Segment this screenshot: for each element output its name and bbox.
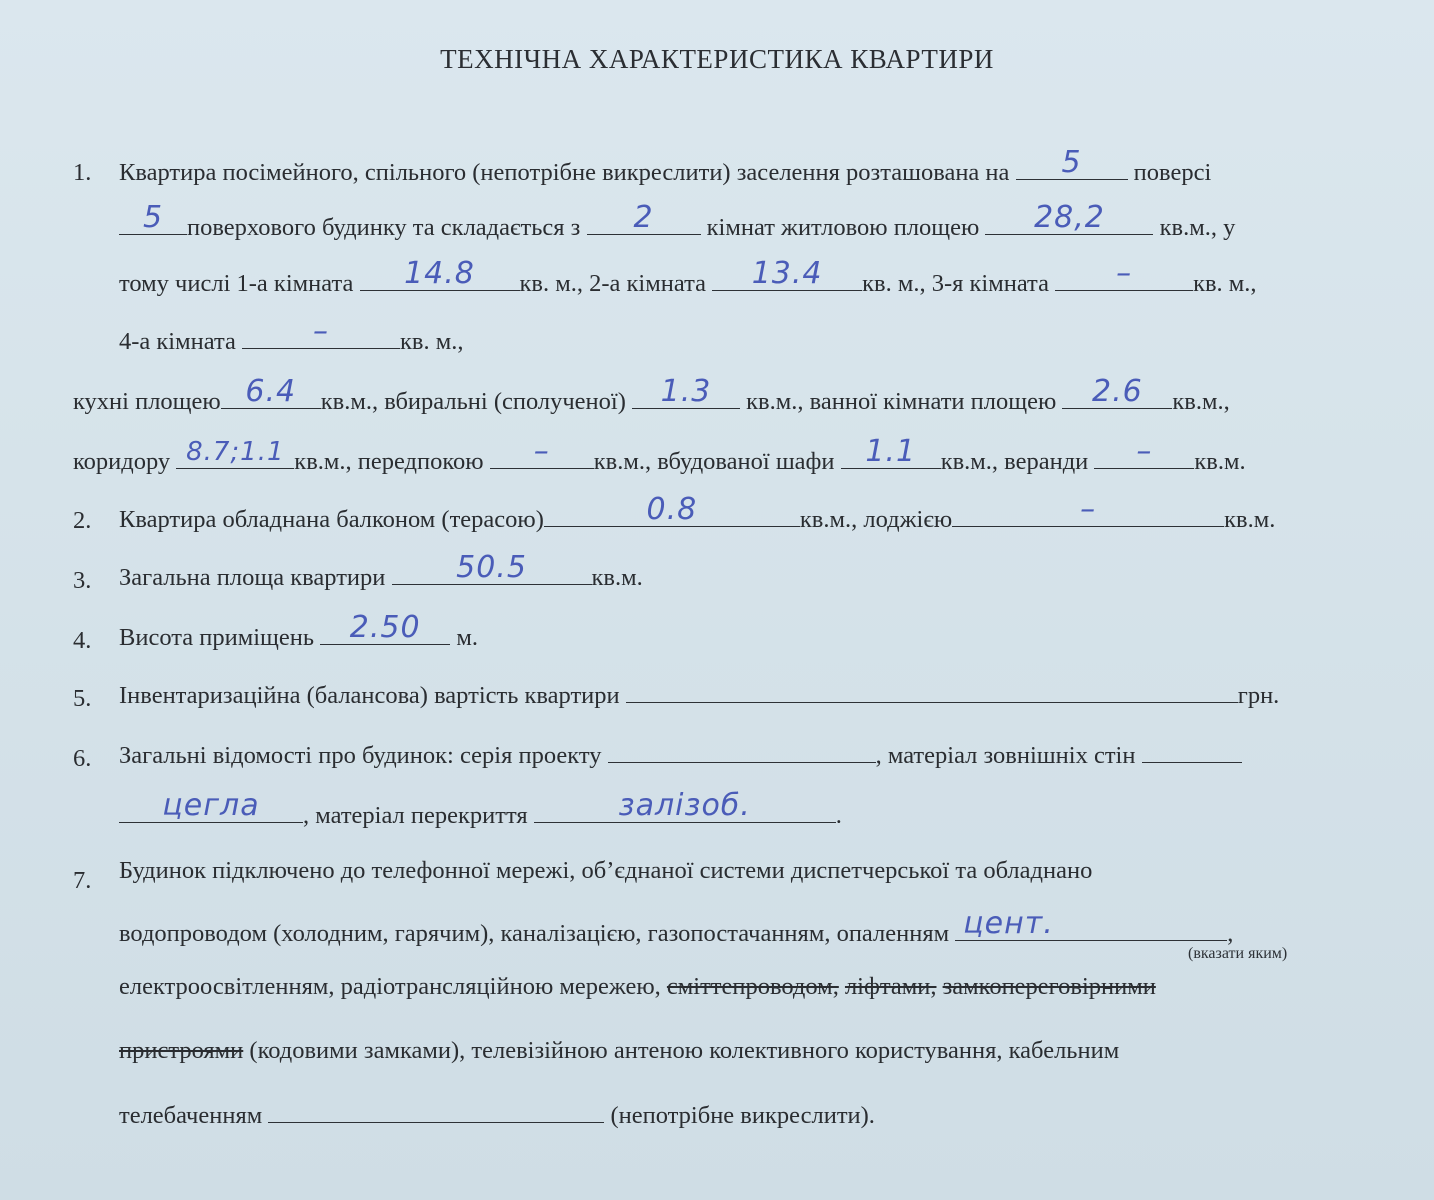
walls-blank-end[interactable] [1142, 740, 1242, 763]
veranda-value: – [1136, 434, 1153, 469]
item1-text: кв.м., ванної кімнати площею [746, 388, 1057, 415]
item1-text: поверсі [1133, 159, 1212, 186]
item2-text: кв.м., лоджією [799, 506, 953, 533]
ceiling-field[interactable] [534, 788, 836, 823]
item6-text: , матеріал перекриття [303, 802, 528, 829]
corridor-value: 8.7;1.1 [186, 437, 285, 467]
item1-text: кв. м., 2-а кімната [519, 270, 706, 297]
item6-line1 [119, 740, 1242, 771]
closet-value: 1.1 [865, 434, 917, 469]
floor-field[interactable] [1016, 145, 1128, 180]
item1-text: 4-а кімната [119, 328, 236, 355]
item1-text: кв.м., вбудованої шафи [593, 448, 835, 475]
item1-text: кв.м., веранди [940, 448, 1089, 475]
item5-text: грн. [1237, 682, 1280, 709]
item6-text: , матеріал зовнішніх стін [875, 742, 1136, 769]
item3-text: кв.м. [591, 564, 643, 591]
item1-text: кв.м. [1194, 448, 1246, 475]
item3-line [119, 550, 643, 593]
heating-field[interactable] [955, 906, 1227, 941]
item1-text: кімнат житловою площею [706, 214, 980, 241]
item4-text: м. [456, 624, 478, 651]
total-area-field[interactable] [392, 550, 592, 585]
bathroom-field[interactable] [1062, 374, 1172, 409]
veranda-field[interactable] [1094, 434, 1194, 469]
closet-field[interactable] [841, 434, 941, 469]
toilet-value: 1.3 [660, 374, 712, 409]
hall-value: – [533, 434, 550, 469]
item4-line [119, 610, 478, 653]
heating-value: цент. [963, 906, 1054, 941]
struck-intercom: замкопереговірними [942, 973, 1156, 1000]
room2-field[interactable] [712, 256, 862, 291]
item1-text: кухні площею [73, 388, 221, 415]
floor-value: 5 [1061, 145, 1082, 180]
room1-field[interactable] [360, 256, 520, 291]
item7-text: , [1227, 920, 1234, 947]
item6-text: . [835, 802, 842, 829]
item1-line6 [73, 434, 1246, 477]
walls-value: цегла [162, 788, 260, 823]
item7-text: телебаченням [119, 1102, 263, 1129]
item-number-3: 3. [73, 567, 92, 594]
item1-line1 [119, 145, 1212, 188]
item-number-6: 6. [73, 745, 92, 772]
struck-devices: пристроями [119, 1037, 244, 1064]
item5-text: Інвентаризаційна (балансова) вартість квартири [119, 682, 620, 709]
ceiling-value: залізоб. [618, 788, 751, 823]
item1-text: кв.м., [1172, 388, 1230, 415]
room3-value: – [1116, 256, 1133, 291]
item1-text: кв. м., 3-я кімната [862, 270, 1049, 297]
living-area-field[interactable] [985, 200, 1153, 235]
item-number-5: 5. [73, 685, 92, 712]
item7-line1 [119, 856, 1092, 886]
item7-text: (непотрібне викреслити). [610, 1102, 875, 1129]
rooms-field[interactable] [587, 200, 701, 235]
cable-tv-field[interactable] [268, 1100, 604, 1123]
balcony-value: 0.8 [646, 492, 698, 527]
kitchen-field[interactable] [221, 374, 321, 409]
item7-text: водопроводом (холодним, гарячим), каналізацією, газопостачанням, опаленням [119, 920, 950, 947]
item1-line5 [73, 374, 1230, 417]
project-series-field[interactable] [608, 740, 876, 763]
item1-text: поверхового будинку та складається з [187, 214, 581, 241]
document-title: ТЕХНІЧНА ХАРАКТЕРИСТИКА КВАРТИРИ [440, 44, 994, 74]
item2-line [119, 492, 1276, 535]
room2-value: 13.4 [751, 256, 823, 291]
item6-text: Загальні відомості про будинок: серія проекту [119, 742, 602, 769]
item1-text: кв. м., [399, 328, 464, 355]
room4-field[interactable] [242, 314, 400, 349]
item7-line3 [119, 972, 1156, 1002]
height-field[interactable] [320, 610, 450, 645]
item2-text: Квартира обладнана балконом (терасою) [119, 506, 544, 533]
room1-value: 14.8 [404, 256, 475, 291]
corridor-field[interactable] [176, 437, 294, 469]
item6-line2 [119, 788, 842, 831]
walls-field[interactable] [119, 788, 303, 823]
toilet-field[interactable] [632, 374, 740, 409]
room4-value: – [312, 314, 329, 349]
item4-text: Висота приміщень [119, 624, 315, 651]
kitchen-value: 6.4 [245, 374, 297, 409]
item7-text: (кодовими замками), телевізійною антеною колективного користування, кабельним [249, 1037, 1120, 1064]
total-area-value: 50.5 [456, 550, 527, 585]
item1-line2 [119, 200, 1236, 243]
loggia-value: – [1080, 492, 1097, 527]
loggia-field[interactable] [952, 492, 1224, 527]
item7-line5 [119, 1100, 875, 1131]
value-field[interactable] [626, 680, 1238, 703]
height-value: 2.50 [349, 610, 421, 645]
struck-garbage-chute: сміттепроводом, [666, 973, 839, 1000]
item-number-7: 7. [73, 867, 92, 894]
living-area-value: 28,2 [1034, 200, 1105, 235]
item1-text: тому числі 1-а кімната [119, 270, 354, 297]
item3-text: Загальна площа квартири [119, 564, 386, 591]
struck-elevators: ліфтами, [844, 973, 937, 1000]
item1-text: кв.м., вбиральні (сполученої) [320, 388, 626, 415]
bathroom-value: 2.6 [1092, 374, 1143, 409]
rooms-value: 2 [633, 200, 654, 235]
item7-line4 [119, 1036, 1119, 1066]
heating-hint: (вказати яким) [1188, 945, 1288, 962]
floors-total-field[interactable] [119, 200, 187, 235]
item1-line3 [119, 256, 1257, 299]
item1-text: Квартира посімейного, спільного (непотрібне викреслити) заселення розташована на [119, 159, 1010, 186]
item1-text: коридору [73, 448, 171, 475]
item7-line2 [119, 906, 1234, 949]
floors-total-value: 5 [142, 200, 164, 235]
item1-text: кв. м., [1193, 270, 1257, 297]
item1-line4 [119, 314, 464, 357]
item-number-1: 1. [73, 159, 92, 186]
item7-text: Будинок підключено до телефонної мережі, об’єднаної системи диспетчерської та обладнано [119, 857, 1093, 884]
item1-text: кв.м., передпокою [294, 448, 484, 475]
item1-text: кв.м., у [1159, 214, 1236, 241]
balcony-field[interactable] [544, 492, 800, 527]
item7-text: електроосвітленням, радіотрансляційною мережею, [119, 973, 661, 1000]
hall-field[interactable] [490, 434, 594, 469]
item5-line [119, 680, 1279, 711]
room3-field[interactable] [1055, 256, 1193, 291]
item-number-4: 4. [73, 627, 92, 654]
item-number-2: 2. [73, 507, 92, 534]
item2-text: кв.м. [1224, 506, 1276, 533]
